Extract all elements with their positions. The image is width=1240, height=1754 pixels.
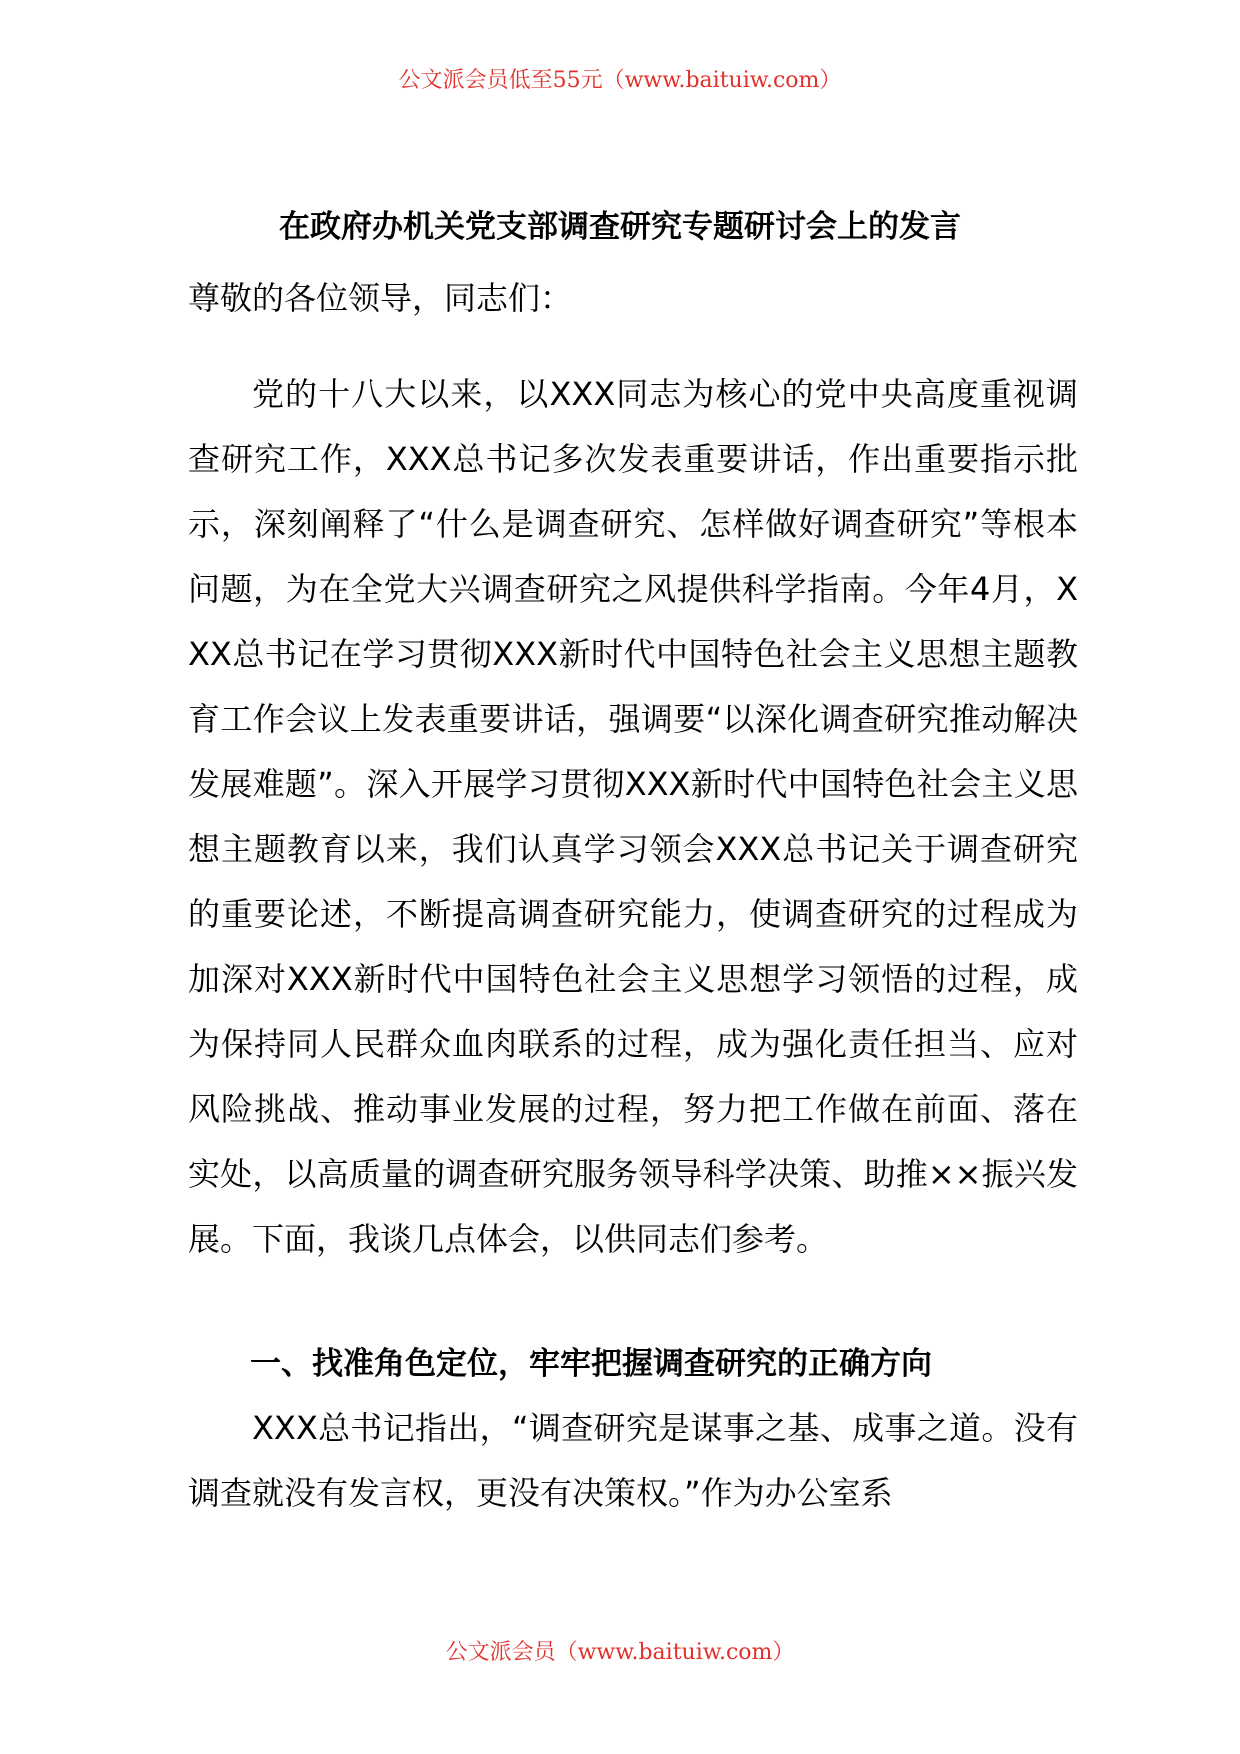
section-heading-1: 一、找准角色定位，牢牢把握调查研究的正确方向 [250, 1346, 932, 1382]
document-title: 在政府办机关党支部调查研究专题研讨会上的发言 [279, 209, 961, 245]
footer-note: 公文派会员（www.baituiw.com） [445, 1640, 795, 1665]
salutation: 尊敬的各位领导，同志们： [188, 279, 573, 317]
body-paragraph-1: 党的十八大以来，以XXX同志为核心的党中央高度重视调查研究工作，XXX总书记多次发表重要讲话，作出重要指示批示，深刻阐释了“什么是调查研究、怎样做好调查研究”等根本问题，为在全党大兴调查研究之风提供科学指南。今年4月，XXX总书记在学习贯彻XXX新时代中国特色社会主义思想主题教育工作会议上发表重要讲话，强调要“以深化调查研究推动解决发展难题”。深入开展学习贯彻XXX新时代中国特色社会主义思想主题教育以来，我们认真学习领会XXX总书记关于调查研究的重要论述，不断提高调查研究能力，使调查研究的过程成为加深对XXX新时代中国特色社会主义思想学习领悟的过程，成为保持同人民群众血肉联系的过程，成为强化责任担当、应对风险挑战、推动事业发展的过程，努力把工作做在前面、落在实处，以高质量的调查研究服务领导科学决策、助推××振兴发展。下面，我谈几点体会，以供同志们参考。 [188, 375, 1078, 1258]
body-paragraph-2: XXX总书记指出，“调查研究是谋事之基、成事之道。没有调查就没有发言权，更没有决策权。”作为办公室系 [188, 1409, 1078, 1512]
header-note: 公文派会员低至55元（www.baituiw.com） [398, 68, 842, 93]
